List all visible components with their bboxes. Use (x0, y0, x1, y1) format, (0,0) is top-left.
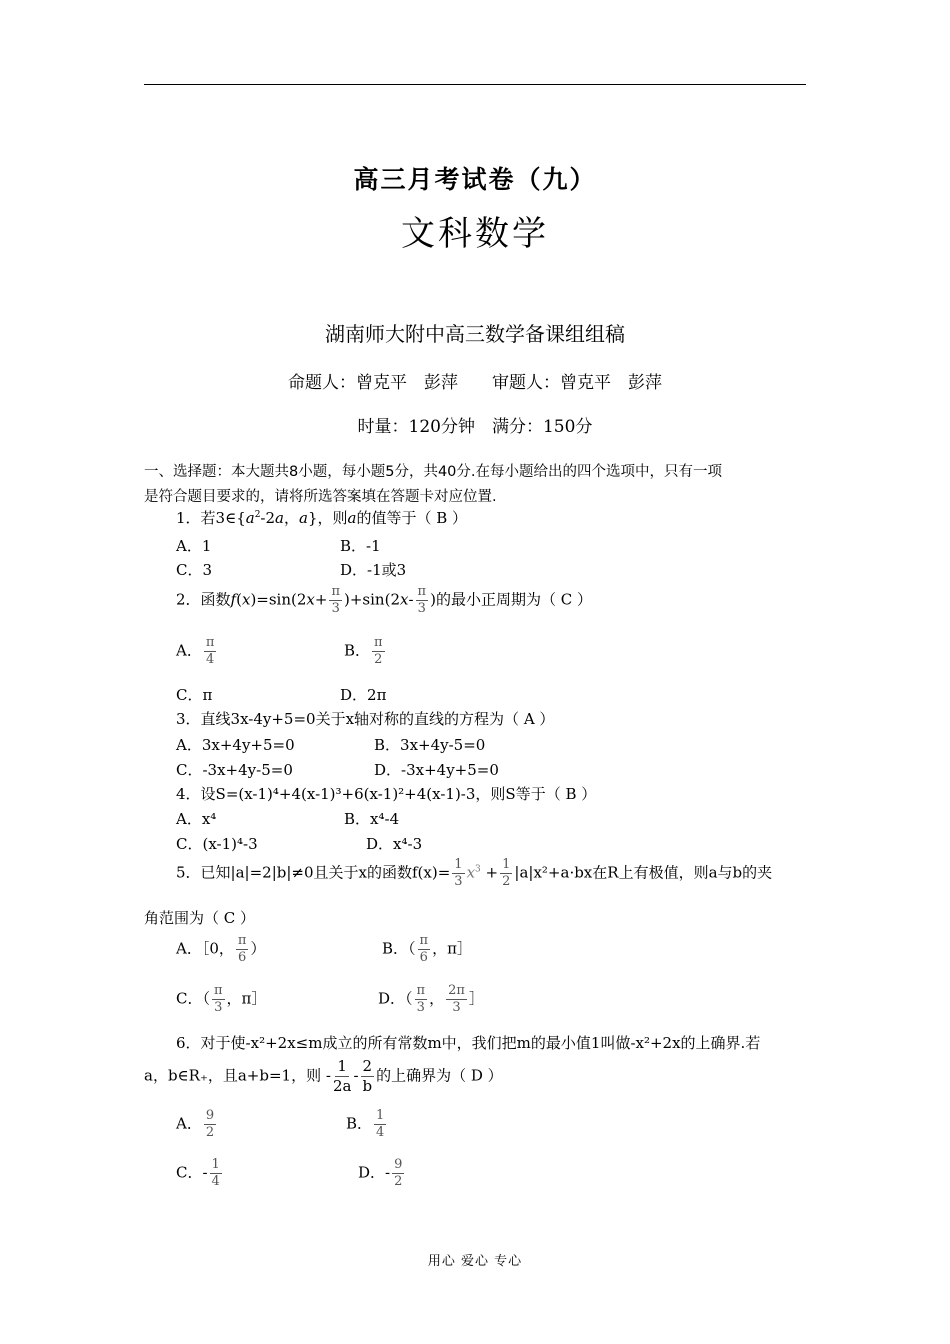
page-footer: 用心 爱心 专心 (427, 1254, 523, 1269)
section-heading-line1: 一、选择题：本大题共8小题，每小题5分，共40分.在每小题给出的四个选项中，只有一项 (144, 464, 723, 480)
q6-option-a: A． $\frac{9}{2}$ (176, 1108, 215, 1140)
q6-option-c: C．- $\frac{1}{4}$ (176, 1157, 220, 1189)
authors: 命题人：曾克平 彭萍 审题人：曾克平 彭萍 (288, 373, 662, 393)
q5-option-d: D．（ $\frac{\pi}{3}$ ， $\frac{2\pi}{3}$ ］ (378, 983, 484, 1015)
subject-title: 文科数学 (401, 214, 549, 254)
q1-option-c: C．3 (176, 561, 213, 579)
question-2: 2．函数f(x)=sin(2x+ $\frac{\pi}{3}$ )+sin(2x- $\frac{\pi}{3}$ )的最小正周期为（ C ） (176, 584, 592, 616)
q3-option-a: A．3x+4y+5=0 (176, 736, 295, 754)
q2-option-c: C．π (176, 686, 213, 704)
q1-option-a: A．1 (176, 537, 212, 555)
q5-option-a: A．［0， $\frac{\pi}{6}$ ） (176, 933, 266, 965)
q4-option-d: D．x⁴-3 (366, 835, 423, 853)
q4-option-c: C．(x-1)⁴-3 (176, 835, 258, 853)
q3-option-d: D．-3x+4y+5=0 (374, 761, 499, 779)
question-5-line2: 角范围为（ C ） (144, 909, 256, 927)
q2-option-d: D．2π (340, 686, 387, 704)
q3-option-c: C．-3x+4y-5=0 (176, 761, 293, 779)
q3-option-b: B．3x+4y-5=0 (374, 736, 486, 754)
organization: 湖南师大附中高三数学备课组组稿 (325, 322, 625, 346)
q5-option-b: B．（ $\frac{\pi}{6}$ ，π］ (382, 933, 472, 965)
q1-option-d: D．-1或3 (340, 561, 407, 579)
q5-option-c: C．（ $\frac{\pi}{3}$ ，π］ (176, 983, 267, 1015)
header-rule (144, 84, 806, 85)
question-6-line2: a，b∈R₊，且a+b=1，则 - $\frac{1}{2a}$ - $\frac{2}{b}$ 的上确界为（ D ） (144, 1057, 503, 1095)
q4-option-b: B．x⁴-4 (344, 810, 400, 828)
section-heading-line2: 是符合题目要求的，请将所选答案填在答题卡对应位置. (144, 489, 497, 505)
q6-option-d: D．- $\frac{9}{2}$ (358, 1157, 403, 1189)
exam-title: 高三月考试卷（九） (353, 165, 597, 194)
question-5: 5．已知|a|=2|b|≠0且关于x的函数f(x)= $\frac{1}{3}$ $x^3$ + $\frac{1}{2}$ |a|x²+a·bx在R上有极值，则a与b的夹 (176, 857, 773, 889)
q2-option-a: A． $\frac{\pi}{4}$ (176, 635, 215, 667)
q4-option-a: A．x⁴ (176, 810, 217, 828)
question-1: 1．若$3\in\{a^2-2a$，a}，则a的值等于（ B ） (176, 509, 468, 527)
q6-option-b: B． $\frac{1}{4}$ (346, 1108, 385, 1140)
q1-option-b: B．-1 (340, 537, 381, 555)
question-4: 4．设S=(x-1)⁴+4(x-1)³+6(x-1)²+4(x-1)-3，则S等于（ B ） (176, 785, 597, 803)
question-3: 3．直线3x-4y+5=0关于x轴对称的直线的方程为（ A ） (176, 710, 555, 728)
question-6: 6．对于使-x²+2x≤m成立的所有常数m中，我们把m的最小值1叫做-x²+2x的上确界.若 (176, 1034, 761, 1052)
q2-option-b: B． $\frac{\pi}{2}$ (344, 635, 383, 667)
time-limit: 时量：120分钟 满分：150分 (357, 417, 593, 437)
